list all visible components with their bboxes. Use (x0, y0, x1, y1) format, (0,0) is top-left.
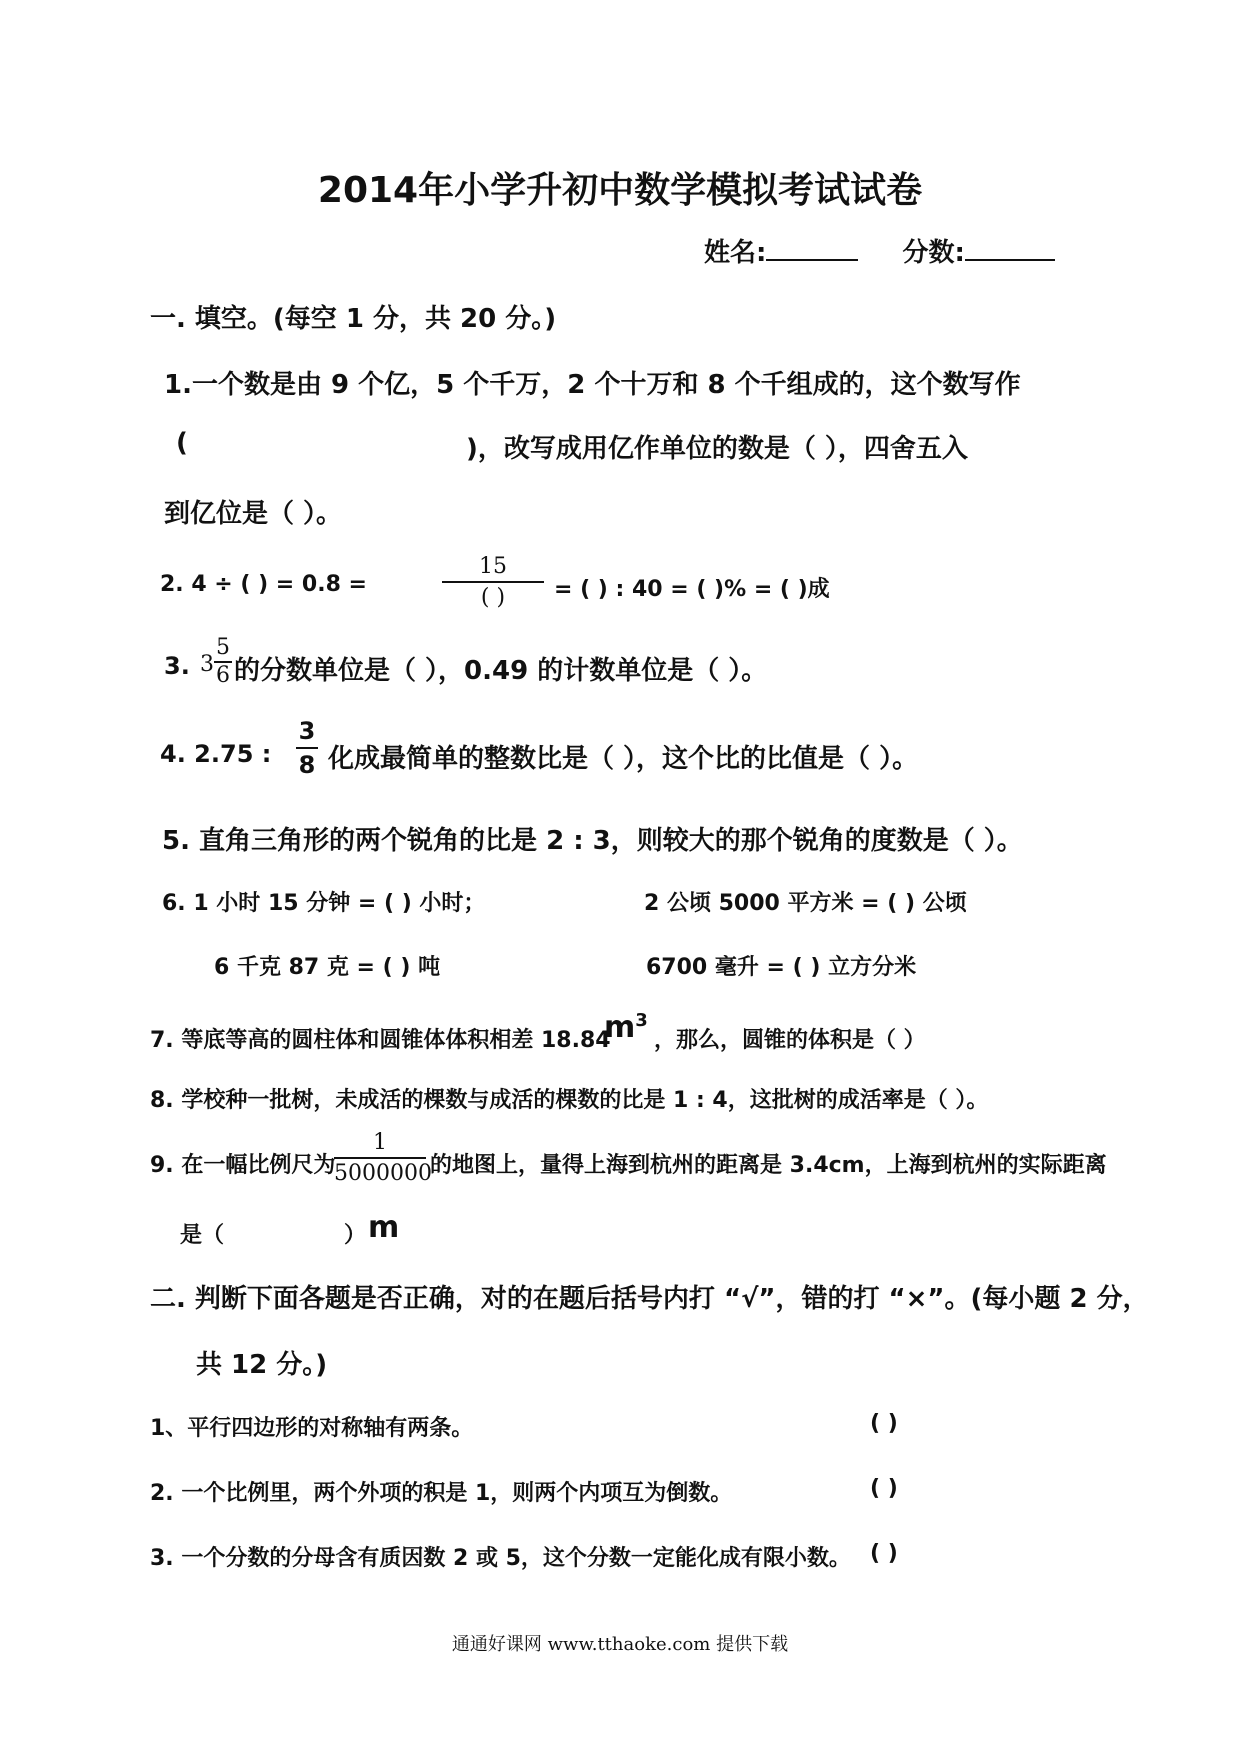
question-1-line-3: 到亿位是（ ）。 (164, 499, 343, 529)
name-label: 姓名: (704, 238, 767, 268)
question-5: 5. 直角三角形的两个锐角的比是 2 : 3，则较大的那个锐角的度数是（ ）。 (162, 826, 1023, 856)
judgement-item-1-answer[interactable]: ( ) (870, 1411, 898, 1436)
question-2-part-a: 2. 4 ÷ ( ) = 0.8 = (160, 572, 367, 597)
unit-exponent: 3 (635, 1010, 648, 1031)
section-2-heading-line-2: 共 12 分。) (196, 1350, 328, 1380)
question-4-text: 化成最简单的整数比是（ ），这个比的比值是（ ）。 (328, 744, 919, 774)
question-1-line-1: 1.一个数是由 9 个亿，5 个千万，2 个十万和 8 个千组成的，这个数写作 (164, 370, 1021, 400)
page-title: 2014年小学升初中数学模拟考试试卷 (317, 170, 923, 211)
name-field-row (704, 232, 1055, 269)
section-1-heading: 一. 填空。(每空 1 分，共 20 分。) (150, 304, 557, 334)
question-9-unit: m (368, 1210, 400, 1245)
fraction-bar (296, 747, 318, 749)
question-3-whole: 3 (200, 652, 214, 677)
judgement-item-2-answer[interactable]: ( ) (870, 1476, 898, 1501)
question-7-unit (604, 1010, 648, 1045)
fraction-denominator: ( ) (480, 585, 506, 610)
score-blank[interactable] (965, 259, 1055, 261)
fraction-bar (334, 1157, 426, 1159)
fraction-numerator: 5 (216, 635, 230, 660)
question-9-fraction (334, 1130, 432, 1186)
question-9-part-b: 的地图上，量得上海到杭州的距离是 3.4cm，上海到杭州的实际距离 (430, 1153, 1107, 1178)
fraction-numerator: 1 (373, 1130, 387, 1155)
question-1-open-paren: ( (176, 428, 188, 458)
question-6-part-d: 6700 毫升 = ( ) 立方分米 (646, 955, 917, 980)
question-7-part-a: 7. 等底等高的圆柱体和圆锥体体积相差 18.84 (150, 1028, 611, 1053)
question-2-fraction (442, 554, 544, 610)
question-4-part-a: 4. 2.75 : (160, 740, 272, 768)
question-2-part-b: = ( ) : 40 = ( )% = ( )成 (554, 577, 830, 602)
question-9-part-c: 是（ (180, 1223, 225, 1248)
score-label: 分数: (902, 238, 965, 268)
question-3-text: 的分数单位是（ ），0.49 的计数单位是（ ）。 (234, 656, 768, 686)
question-7-part-b: ，那么，圆锥的体积是（ ） (654, 1028, 926, 1053)
question-9-part-d: ） (344, 1223, 367, 1248)
fraction-denominator: 5000000 (334, 1161, 432, 1186)
fraction-numerator: 15 (479, 554, 507, 579)
fraction-denominator: 8 (298, 751, 316, 779)
fraction-denominator: 6 (216, 663, 230, 688)
fraction-numerator: 3 (298, 717, 316, 745)
question-4-fraction (296, 716, 318, 780)
question-3-fraction (214, 636, 232, 688)
judgement-item-1: 1、平行四边形的对称轴有两条。 (150, 1416, 474, 1441)
unit-m: m (604, 1010, 636, 1045)
question-1-line-2: )，改写成用亿作单位的数是（ ），四舍五入 (466, 434, 968, 464)
question-6-part-c: 6 千克 87 克 = ( ) 吨 (214, 955, 441, 980)
judgement-item-3: 3. 一个分数的分母含有质因数 2 或 5，这个分数一定能化成有限小数。 (150, 1546, 851, 1571)
page-footer: 通通好课网 www.tthaoke.com 提供下载 (451, 1634, 789, 1655)
question-6-part-a: 6. 1 小时 15 分钟 = ( ) 小时； (162, 891, 486, 916)
question-3-number: 3. (164, 652, 190, 680)
fraction-bar (442, 581, 544, 583)
name-blank[interactable] (766, 259, 858, 261)
question-9-part-a: 9. 在一幅比例尺为 (150, 1153, 336, 1178)
judgement-item-3-answer[interactable]: ( ) (870, 1541, 898, 1566)
judgement-item-2: 2. 一个比例里，两个外项的积是 1，则两个内项互为倒数。 (150, 1481, 733, 1506)
question-6-part-b: 2 公顷 5000 平方米 = ( ) 公顷 (644, 891, 967, 916)
question-8: 8. 学校种一批树，未成活的棵数与成活的棵数的比是 1 : 4，这批树的成活率是（ ）。 (150, 1088, 989, 1113)
section-2-heading-line-1: 二. 判断下面各题是否正确，对的在题后括号内打 “√”，错的打 “×”。(每小题 2 分， (150, 1284, 1149, 1314)
